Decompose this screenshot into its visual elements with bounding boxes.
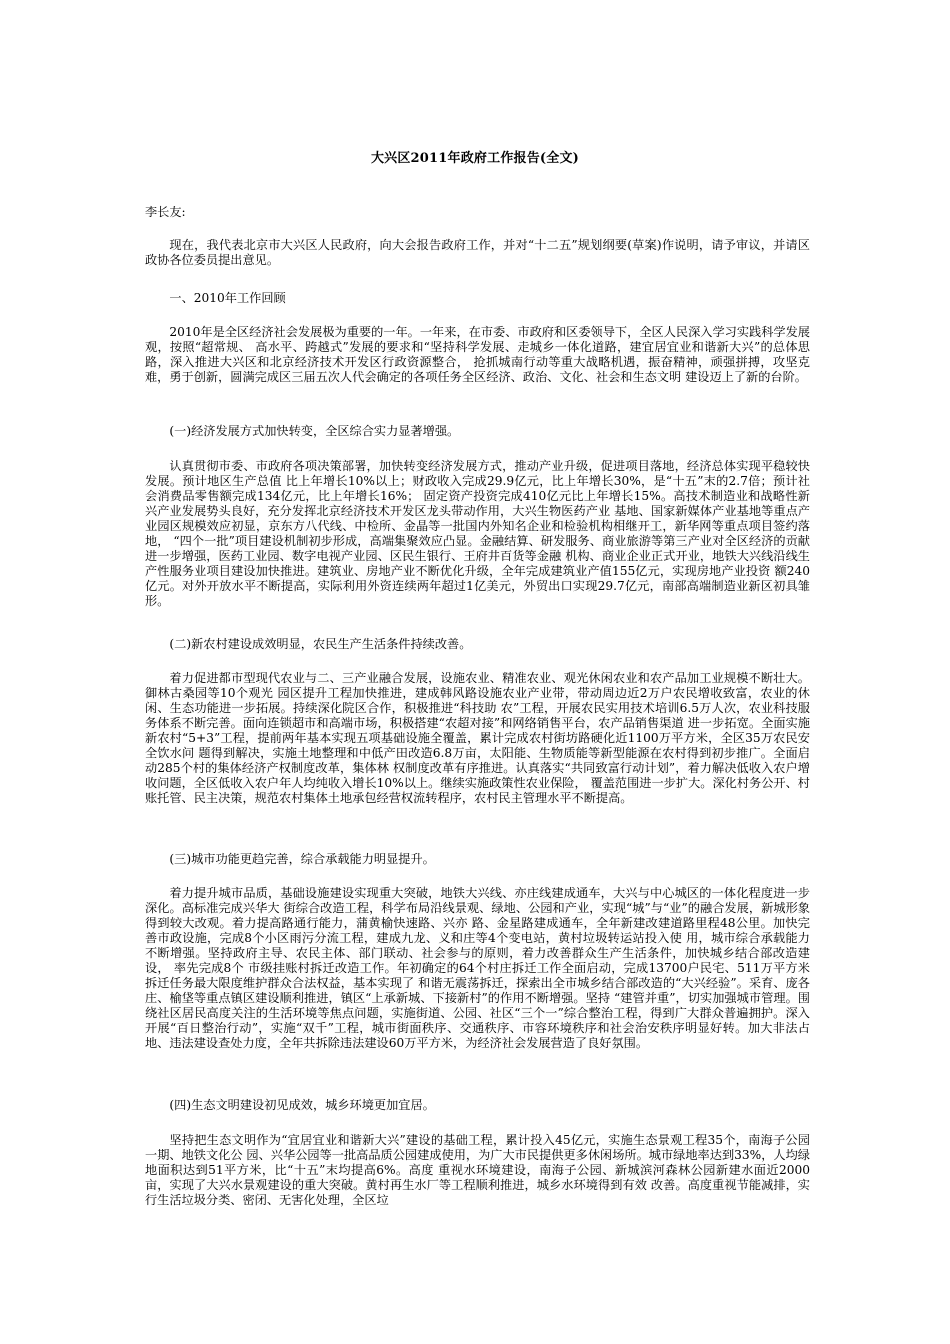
section1-paragraph: 2010年是全区经济社会发展极为重要的一年。一年来，在市委、市政府和区委领导下，全区人民深入学习实践科学发展观，按照“超常规、 高水平、跨越式”发展的要求和“坚持科学发展、走城乡一体化道路，建宜居宜业和谐新大兴”的总体思路，深入推进大兴区和北京经济技术开发区行政资源整合， 抢抓城南行动等重大战略机遇，振奋精神，顽强拼搏，攻坚克难，勇于创新，圆满完成区三届五次人代会确定的各项任务全区经济、政治、文化、社会和生态文明 建设迈上了新的台阶。: [145, 325, 810, 384]
subsection3-paragraph: 着力提升城市品质，基础设施建设实现重大突破，地铁大兴线、亦庄线建成通车，大兴与中心城区的一体化程度进一步深化。高标准完成兴华大 街综合改造工程，科学布局沿线景观、绿地、公园和产业，实现“城”与“业”的融合发展，新城形象得到较大改观。着力提高路通行能力，蒲黄榆快速路、兴亦 路、金星路建成通车，全年新建改建道路里程48公里。加快完善市政设施，完成8个小区雨污分流工程，建成九龙、义和庄等4个变电站，黄村垃圾转运站投入使 用，城市综合承载能力不断增强。坚持政府主导、农民主体、部门联动、社会参与的原则，着力改善群众生产生活条件，加快城乡结合部改造建设， 率先完成8个 市级挂账村拆迁改造工作。年初确定的64个村庄拆迁工作全面启动，完成13700户民宅、511万平方米拆迁任务最大限度维护群众合法权益，基本实现了 和谐无震荡拆迁，探索出全市城乡结合部改造的“大兴经验”。采育、庞各庄、榆垡等重点镇区建设顺利推进，镇区“上承新城、下接新村”的作用不断增强。坚持 “建管并重”，切实加强城市管理。围绕社区居民高度关注的生活环境等焦点问题，实施街道、公园、社区“三个一”综合整治工程，得到广大群众普遍拥护。深入 开展“百日整治行动”，实施“双千”工程，城市街面秩序、交通秩序、市容环境秩序和社会治安秩序明显好转。加大非法占地、违法建设查处力度，全年共拆除违法建设60万平方米，为经济社会发展营造了良好氛围。: [145, 886, 810, 1050]
subsection2-paragraph: 着力促进都市型现代农业与二、三产业融合发展，设施农业、精准农业、观光休闲农业和农产品加工业规模不断壮大。御林古桑园等10个观光 园区提升工程加快推进，建成韩风路设施农业产业带，带动周边近2万户农民增收致富，农业的休闲、生态功能进一步拓展。持续深化院区合作，积极推进“科技助 农”工程，开展农民实用技术培训6.5万人次，农业科技服务体系不断完善。面向连锁超市和高端市场，积极搭建“农超对接”和网络销售平台，农产品销售渠道 进一步拓宽。全面实施新农村“5+3”工程，提前两年基本实现五项基础设施全覆盖，累计完成农村街坊路硬化近1100万平方米，全区35万农民安全饮水问 题得到解决，实施土地整理和中低产田改造6.8万亩，太阳能、生物质能等新型能源在农村得到初步推广。全面启动285个村的集体经济产权制度改革，集体林 权制度改革有序推进。认真落实“共同致富行动计划”，着力解决低收入农户增收问题，全区低收入农户年人均纯收入增长10%以上。继续实施政策性农业保险， 覆盖范围进一步扩大。深化村务公开、村账托管、民主决策，规范农村集体土地承包经营权流转程序，农村民主管理水平不断提高。: [145, 671, 810, 805]
subsection1-heading: (一)经济发展方式加快转变，全区综合实力显著增强。: [169, 424, 460, 438]
subsection4-heading: (四)生态文明建设初见成效，城乡环境更加宜居。: [169, 1098, 435, 1112]
section1-heading: 一、2010年工作回顾: [169, 291, 286, 305]
subsection3-heading: (三)城市功能更趋完善，综合承载能力明显提升。: [169, 852, 435, 866]
salutation: 李长友:: [145, 205, 186, 219]
page-title: 大兴区2011年政府工作报告(全文): [370, 151, 580, 166]
subsection4-paragraph: 坚持把生态文明作为“宜居宜业和谐新大兴”建设的基础工程，累计投入45亿元，实施生态景观工程35个，南海子公园一期、地铁文化公 园、兴华公园等一批高品质公园建成使用，为广大市民提供更多休闲场所。城市绿地率达到33%，人均绿地面积达到51平方米，比“十五”末均提高6%。高度 重视水环境建设，南海子公园、新城滨河森林公园新建水面近2000亩，实现了大兴水景观建设的重大突破。黄村再生水厂等工程顺利推进，城乡水环境得到有效 改善。高度重视节能减排，实行生活垃圾分类、密闭、无害化处理，全区垃: [145, 1133, 810, 1207]
subsection2-heading: (二)新农村建设成效明显，农民生产生活条件持续改善。: [169, 637, 472, 651]
subsection1-paragraph: 认真贯彻市委、市政府各项决策部署，加快转变经济发展方式，推动产业升级，促进项目落地，经济总体实现平稳较快发展。预计地区生产总值 比上年增长10%以上；财政收入完成29.9亿元，比上年增长30%，是“十五”末的2.7倍；预计社会消费品零售额完成134亿元，比上年增长16%； 固定资产投资完成410亿元比上年增长15%。高技术制造业和战略性新兴产业发展势头良好，充分发挥北京经济技术开发区龙头带动作用，大兴生物医药产业 基地、国家新媒体产业基地等重点产业园区规模效应初显，京东方八代线、中检所、金晶等一批国内外知名企业和检验机构相继开工，新华网等重点项目签约落地， “四个一批”项目建设机制初步形成，高端集聚效应凸显。金融结算、研发服务、商业旅游等第三产业对全区经济的贡献进一步增强，医药工业园、数字电视产业园、区民生银行、王府井百货等金融 机构、商业企业正式开业，地铁大兴线沿线生产性服务业项目建设加快推进。建筑业、房地产业不断优化升级，全年完成建筑业产值155亿元，实现房地产业投资 额240亿元。对外开放水平不断提高，实际利用外资连续两年超过1亿美元，外贸出口实现29.7亿元，南部高端制造业新区初具雏形。: [145, 459, 810, 608]
intro-paragraph: 现在，我代表北京市大兴区人民政府，向大会报告政府工作，并对“十二五”规划纲要(草案)作说明，请予审议，并请区政协各位委员提出意见。: [145, 238, 810, 267]
